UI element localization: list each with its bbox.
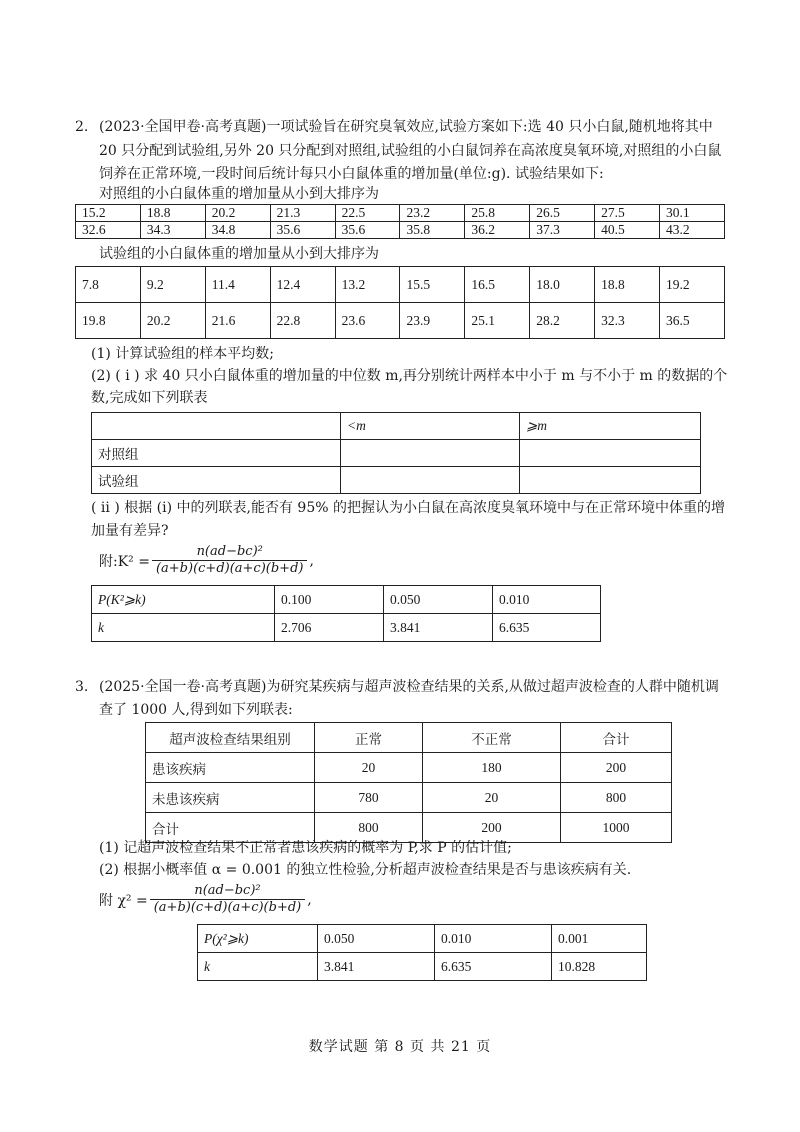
table-cell (341, 440, 520, 467)
table-cell: 合计 (146, 813, 315, 843)
table-cell: 6.635 (493, 614, 601, 642)
table-cell: 超声波检查结果组别 (146, 723, 315, 753)
q3-line-2: 查了 1000 人,得到如下列联表: (99, 702, 293, 718)
q2-test-table (75, 266, 725, 339)
table-cell: ⩾m (520, 413, 701, 440)
table-cell: 35.6 (335, 222, 400, 239)
table-cell: P(χ²⩾k) (198, 925, 318, 953)
table-cell: k (198, 953, 318, 981)
table-cell: 0.010 (435, 925, 552, 953)
table-cell: 37.3 (530, 222, 595, 239)
q2-number: 2. (75, 119, 89, 135)
q2-probability-table (91, 585, 601, 642)
table-cell: 32.6 (76, 222, 141, 239)
table-cell: 200 (423, 813, 561, 843)
table-cell: 28.2 (530, 303, 595, 339)
table-cell: 对照组 (92, 440, 341, 467)
formula-prefix: 附:K² = (99, 553, 150, 570)
table-cell: 未患该疾病 (146, 783, 315, 813)
q3-probability-table (197, 924, 647, 981)
formula-numerator: n(ad−bc)² (194, 883, 261, 898)
table-cell: 20.2 (140, 303, 205, 339)
formula-fraction (152, 544, 308, 577)
table-cell: 32.3 (595, 303, 660, 339)
table-cell: 27.5 (595, 205, 660, 222)
q2-contingency-table (91, 412, 701, 494)
table-cell: 9.2 (140, 267, 205, 303)
table-cell: 22.5 (335, 205, 400, 222)
q2-line-1: (2023·全国甲卷·高考真题)一项试验旨在研究臭氧效应,试验方案如下:选 40 只小白鼠,随机地将其中 (99, 119, 713, 135)
table-cell: 2.706 (275, 614, 384, 642)
table-cell: 0.050 (318, 925, 435, 953)
table-cell: 18.0 (530, 267, 595, 303)
table-cell: 11.4 (205, 267, 270, 303)
formula-numerator: n(ad−bc)² (196, 544, 263, 559)
q3-table (145, 722, 672, 843)
q2-control-table (75, 204, 725, 239)
formula-denominator: (a+b)(c+d)(a+c)(b+d) (152, 560, 308, 577)
table-cell: 6.635 (435, 953, 552, 981)
table-cell (341, 467, 520, 494)
table-cell: 0.001 (552, 925, 647, 953)
formula-denominator: (a+b)(c+d)(a+c)(b+d) (150, 899, 306, 916)
q2-line-3: 饲养在正常环境,一段时间后统计每只小白鼠体重的增加量(单位:g). 试验结果如下: (99, 166, 604, 182)
table-cell: 3.841 (318, 953, 435, 981)
q2-line-2: 20 只分配到试验组,另外 20 只分配到对照组,试验组的小白鼠饲养在高浓度臭氧环境,对照组的小白鼠 (99, 143, 722, 159)
table-cell: 200 (561, 753, 672, 783)
table-cell: 23.6 (335, 303, 400, 339)
table-cell (92, 413, 341, 440)
q3-number: 3. (75, 679, 89, 695)
table-cell: 16.5 (465, 267, 530, 303)
q2-sub2-line2: 数,完成如下列联表 (91, 390, 208, 406)
formula-suffix: , (307, 891, 312, 908)
q2-sub2ii-line2: 加量有差异? (91, 523, 169, 539)
table-cell: 20 (315, 753, 423, 783)
table-cell: 20 (423, 783, 561, 813)
table-cell: 正常 (315, 723, 423, 753)
table-cell: 25.1 (465, 303, 530, 339)
table-cell: 36.5 (660, 303, 725, 339)
table-cell: 18.8 (140, 205, 205, 222)
q3-sub2: (2) 根据小概率值 α = 0.001 的独立性检验,分析超声波检查结果是否与患该疾病有关. (99, 862, 632, 878)
formula-suffix: , (309, 552, 314, 569)
table-cell: 35.6 (270, 222, 335, 239)
q3-line-1: (2025·全国一卷·高考真题)为研究某疾病与超声波检查结果的关系,从做过超声波检查的人群中随机调 (99, 679, 719, 695)
table-cell: 18.8 (595, 267, 660, 303)
table-cell: 0.100 (275, 586, 384, 614)
table-cell (520, 467, 701, 494)
q3-sub1: (1) 记超声波检查结果不正常者患该疾病的概率为 P,求 P 的估计值; (99, 840, 512, 856)
table-cell: 患该疾病 (146, 753, 315, 783)
table-cell: 36.2 (465, 222, 530, 239)
table-cell: 780 (315, 783, 423, 813)
q2-sub2ii-line1: ( ii ) 根据 (i) 中的列联表,能否有 95% 的把握认为小白鼠在高浓度臭氧环境中与在正常环境中体重的增 (91, 500, 725, 516)
table-cell: 20.2 (205, 205, 270, 222)
table-cell: 30.1 (660, 205, 725, 222)
table-cell: 15.2 (76, 205, 141, 222)
table-cell: 180 (423, 753, 561, 783)
table-cell: 1000 (561, 813, 672, 843)
table-cell (520, 440, 701, 467)
q3-formula (99, 883, 312, 916)
formula-prefix: 附 χ² = (99, 892, 148, 909)
table-cell: 21.6 (205, 303, 270, 339)
q2-test-caption: 试验组的小白鼠体重的增加量从小到大排序为 (99, 246, 379, 262)
table-cell: 35.8 (400, 222, 465, 239)
table-cell: 19.2 (660, 267, 725, 303)
q2-control-caption: 对照组的小白鼠体重的增加量从小到大排序为 (99, 186, 379, 202)
table-cell: 0.010 (493, 586, 601, 614)
table-cell: P(K²⩾k) (92, 586, 275, 614)
table-cell: 13.2 (335, 267, 400, 303)
page-footer: 数学试题 第 8 页 共 21 页 (308, 1039, 492, 1055)
table-cell: 43.2 (660, 222, 725, 239)
table-cell: <m (341, 413, 520, 440)
q2-sub1: (1) 计算试验组的样本平均数; (91, 346, 274, 362)
table-cell: 26.5 (530, 205, 595, 222)
table-cell: 10.828 (552, 953, 647, 981)
table-cell: 22.8 (270, 303, 335, 339)
table-cell: 34.3 (140, 222, 205, 239)
table-cell: 12.4 (270, 267, 335, 303)
formula-fraction (150, 883, 306, 916)
table-cell: 34.8 (205, 222, 270, 239)
table-cell: k (92, 614, 275, 642)
table-cell: 3.841 (384, 614, 493, 642)
table-cell: 800 (561, 783, 672, 813)
table-cell: 25.8 (465, 205, 530, 222)
q2-formula (99, 544, 314, 577)
table-cell: 23.9 (400, 303, 465, 339)
table-cell: 15.5 (400, 267, 465, 303)
q2-sub2-line1: (2) ( i ) 求 40 只小白鼠体重的增加量的中位数 m,再分别统计两样本中小于 m 与不小于 m 的数据的个 (91, 368, 728, 384)
table-cell: 40.5 (595, 222, 660, 239)
table-cell: 试验组 (92, 467, 341, 494)
table-cell: 800 (315, 813, 423, 843)
table-cell: 23.2 (400, 205, 465, 222)
table-cell: 合计 (561, 723, 672, 753)
table-cell: 不正常 (423, 723, 561, 753)
table-cell: 7.8 (76, 267, 141, 303)
table-cell: 19.8 (76, 303, 141, 339)
table-cell: 0.050 (384, 586, 493, 614)
table-cell: 21.3 (270, 205, 335, 222)
